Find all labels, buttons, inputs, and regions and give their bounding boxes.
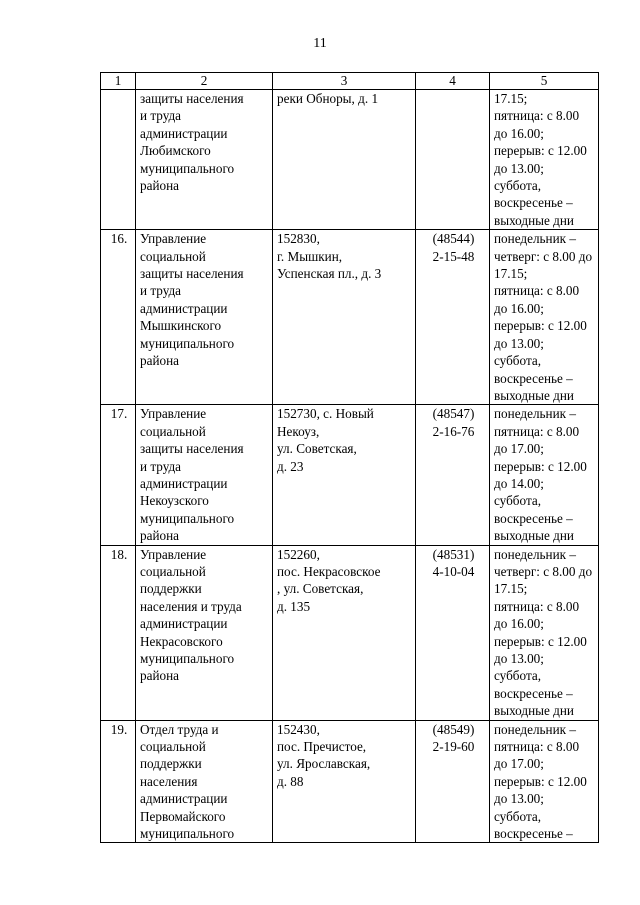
table-row xyxy=(101,545,599,720)
working-hours xyxy=(490,405,599,545)
phone xyxy=(416,405,490,545)
organization-name xyxy=(136,90,273,230)
address-line: 152430, xyxy=(277,721,320,737)
phone-line: 4-10-04 xyxy=(432,563,475,579)
table-row xyxy=(101,720,599,843)
column-header: 2 xyxy=(136,73,273,90)
offices-table xyxy=(100,72,599,843)
working-hours-line: 17.15; xyxy=(494,581,528,597)
organization-name-line: и труда xyxy=(140,283,182,299)
address-line: 152260, xyxy=(277,546,320,562)
column-header: 1 xyxy=(101,73,136,90)
working-hours-line: суббота, xyxy=(494,808,542,824)
working-hours-line: понедельник – xyxy=(494,721,576,737)
working-hours-line: понедельник – xyxy=(494,546,576,562)
address-line: пос. Пречистое, xyxy=(277,739,367,755)
column-header: 3 xyxy=(273,73,416,90)
working-hours-line: до 16.00; xyxy=(494,125,544,141)
organization-name-line: муниципального xyxy=(140,826,235,842)
working-hours-line: перерыв: с 12.00 xyxy=(494,143,587,159)
working-hours-line: воскресенье – xyxy=(494,826,573,842)
organization-name-line: Любимского xyxy=(140,143,211,159)
address-line: 152830, xyxy=(277,231,320,247)
working-hours-line: пятница: с 8.00 xyxy=(494,598,580,614)
organization-name-line: администрации xyxy=(140,300,228,316)
header-row xyxy=(101,73,599,90)
phone-line: 2-15-48 xyxy=(432,248,475,264)
organization-name-line: поддержки xyxy=(140,581,202,597)
table-row xyxy=(101,230,599,405)
phone xyxy=(416,90,490,230)
working-hours-line: до 13.00; xyxy=(494,160,544,176)
row-number: 18. xyxy=(101,545,136,720)
working-hours-line: до 16.00; xyxy=(494,300,544,316)
organization-name xyxy=(136,545,273,720)
phone xyxy=(416,230,490,405)
organization-name-line: защиты населения xyxy=(140,266,244,282)
organization-name-line: и труда xyxy=(140,108,182,124)
column-header: 4 xyxy=(416,73,490,90)
address xyxy=(273,405,416,545)
row-number: 19. xyxy=(101,720,136,843)
working-hours-line: четверг: с 8.00 до xyxy=(494,563,593,579)
working-hours-line: четверг: с 8.00 до xyxy=(494,248,593,264)
phone-line: (48531) xyxy=(432,546,475,562)
working-hours-line: 17.15; xyxy=(494,266,528,282)
address-line: Некоуз, xyxy=(277,423,320,439)
working-hours-line: понедельник – xyxy=(494,231,576,247)
organization-name-line: социальной xyxy=(140,423,206,439)
working-hours-line: перерыв: с 12.00 xyxy=(494,458,587,474)
address-line: реки Обноры, д. 1 xyxy=(277,91,379,106)
working-hours-line: пятница: с 8.00 xyxy=(494,739,580,755)
phone-line: (48549) xyxy=(432,721,475,737)
organization-name-line: и труда xyxy=(140,458,182,474)
working-hours-line: суббота, xyxy=(494,353,542,369)
column-header: 5 xyxy=(490,73,599,90)
address-line: , ул. Советская, xyxy=(277,581,364,597)
phone-line: 2-19-60 xyxy=(432,739,475,755)
organization-name-line: Мышкинского xyxy=(140,318,222,334)
working-hours-line: воскресенье – xyxy=(494,685,573,701)
working-hours-line: перерыв: с 12.00 xyxy=(494,633,587,649)
organization-name xyxy=(136,720,273,843)
working-hours-line: до 13.00; xyxy=(494,651,544,666)
organization-name-line: муниципального xyxy=(140,651,235,666)
address-line: 152730, с. Новый xyxy=(277,406,374,422)
working-hours-line: до 14.00; xyxy=(494,475,544,491)
working-hours-line: суббота, xyxy=(494,668,542,684)
organization-name-line: Отдел труда и xyxy=(140,721,219,737)
row-number: 17. xyxy=(101,405,136,545)
working-hours xyxy=(490,230,599,405)
address-line: д. 88 xyxy=(277,773,304,789)
working-hours-line: воскресенье – xyxy=(494,195,573,211)
working-hours-line: перерыв: с 12.00 xyxy=(494,773,587,789)
working-hours-line: пятница: с 8.00 xyxy=(494,108,580,124)
working-hours-line: выходные дни xyxy=(494,528,574,544)
address xyxy=(273,90,416,230)
organization-name-line: администрации xyxy=(140,475,228,491)
row-number: 16. xyxy=(101,230,136,405)
working-hours-line: выходные дни xyxy=(494,212,574,228)
working-hours-line: 17.15; xyxy=(494,91,528,106)
phone-line: (48547) xyxy=(432,406,475,422)
organization-name-line: района xyxy=(140,353,180,369)
working-hours xyxy=(490,90,599,230)
working-hours-line: суббота, xyxy=(494,493,542,509)
table-row xyxy=(101,405,599,545)
organization-name-line: муниципального xyxy=(140,510,235,526)
table-body xyxy=(101,90,599,843)
organization-name-line: Управление xyxy=(140,231,207,247)
working-hours-line: перерыв: с 12.00 xyxy=(494,318,587,334)
organization-name-line: социальной xyxy=(140,739,206,755)
working-hours-line: до 16.00; xyxy=(494,616,544,632)
organization-name-line: Первомайского xyxy=(140,808,226,824)
address xyxy=(273,720,416,843)
organization-name-line: защиты населения xyxy=(140,91,244,106)
working-hours-line: суббота, xyxy=(494,178,542,194)
working-hours-line: пятница: с 8.00 xyxy=(494,283,580,299)
organization-name-line: населения и труда xyxy=(140,598,242,614)
organization-name-line: администрации xyxy=(140,616,228,632)
organization-name-line: социальной xyxy=(140,563,206,579)
working-hours-line: до 17.00; xyxy=(494,756,544,772)
address-line: пос. Некрасовское xyxy=(277,563,381,579)
organization-name-line: района xyxy=(140,668,180,684)
organization-name-line: Некрасовского xyxy=(140,633,223,649)
working-hours-line: воскресенье – xyxy=(494,370,573,386)
working-hours-line: выходные дни xyxy=(494,387,574,403)
organization-name-line: администрации xyxy=(140,125,228,141)
working-hours-line: до 13.00; xyxy=(494,791,544,807)
address-line: д. 135 xyxy=(277,598,311,614)
organization-name-line: защиты населения xyxy=(140,441,244,457)
working-hours xyxy=(490,720,599,843)
working-hours-line: пятница: с 8.00 xyxy=(494,423,580,439)
organization-name-line: района xyxy=(140,528,180,544)
phone xyxy=(416,545,490,720)
organization-name-line: населения xyxy=(140,773,198,789)
address-line: д. 23 xyxy=(277,458,304,474)
address-line: ул. Советская, xyxy=(277,441,357,457)
table-row xyxy=(101,90,599,230)
organization-name-line: района xyxy=(140,178,180,194)
organization-name-line: муниципального xyxy=(140,160,235,176)
phone-line: (48544) xyxy=(432,231,475,247)
organization-name xyxy=(136,405,273,545)
organization-name-line: администрации xyxy=(140,791,228,807)
address xyxy=(273,230,416,405)
organization-name-line: Некоузского xyxy=(140,493,209,509)
organization-name-line: муниципального xyxy=(140,335,235,351)
address xyxy=(273,545,416,720)
working-hours-line: понедельник – xyxy=(494,406,576,422)
organization-name-line: поддержки xyxy=(140,756,202,772)
working-hours-line: воскресенье – xyxy=(494,510,573,526)
working-hours-line: до 13.00; xyxy=(494,335,544,351)
phone-line: 2-16-76 xyxy=(432,423,475,439)
row-number xyxy=(101,90,136,230)
address-line: г. Мышкин, xyxy=(277,248,343,264)
address-line: ул. Ярославская, xyxy=(277,756,371,772)
working-hours xyxy=(490,545,599,720)
page-number: 11 xyxy=(313,36,327,51)
working-hours-line: до 17.00; xyxy=(494,441,544,457)
address-line: Успенская пл., д. 3 xyxy=(277,266,382,282)
table-header xyxy=(101,73,599,90)
working-hours-line: выходные дни xyxy=(494,703,574,719)
organization-name xyxy=(136,230,273,405)
organization-name-line: социальной xyxy=(140,248,206,264)
organization-name-line: Управление xyxy=(140,406,207,422)
phone xyxy=(416,720,490,843)
organization-name-line: Управление xyxy=(140,546,207,562)
